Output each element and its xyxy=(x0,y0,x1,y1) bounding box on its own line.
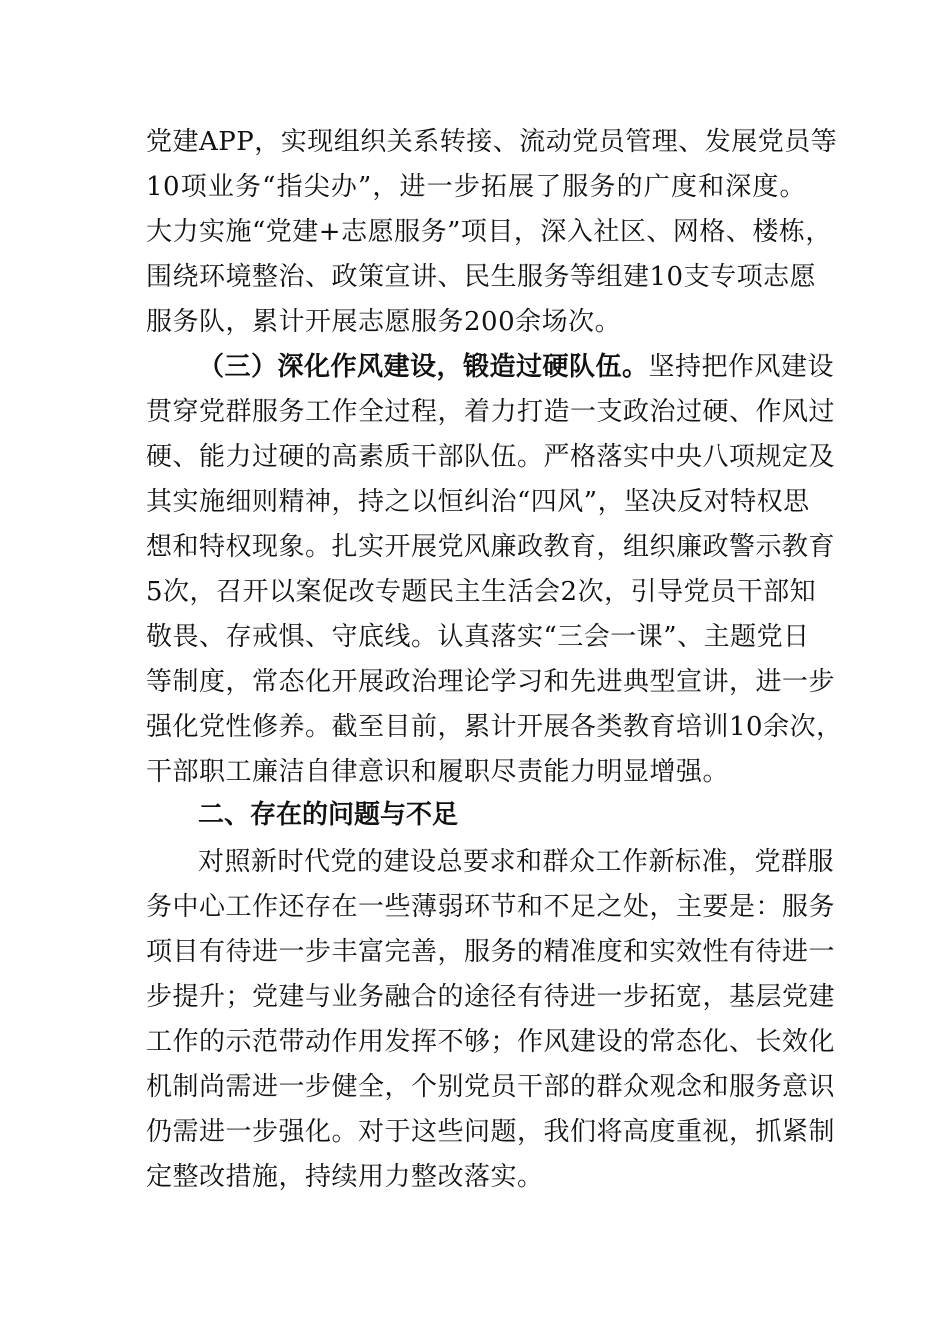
text-line: 仍需进一步强化。对于这些问题，我们将高度重视，抓紧制 xyxy=(146,1117,836,1147)
section-heading: 二、存在的问题与不足 xyxy=(198,800,459,830)
text-line: 项目有待进一步丰富完善，服务的精准度和实效性有待进一 xyxy=(146,937,836,967)
text-line: 硬、能力过硬的高素质干部队伍。严格落实中央八项规定及 xyxy=(146,442,836,472)
text-line: 想和特权现象。扎实开展党风廉政教育，组织廉政警示教育 xyxy=(146,532,836,562)
text-line: 敬畏、存戒惧、守底线。认真落实“三会一课”、主题党日 xyxy=(146,622,810,652)
text-line: 围绕环境整治、政策宣讲、民生服务等组建10支专项志愿 xyxy=(146,262,817,292)
text-line: 定整改措施，持续用力整改落实。 xyxy=(146,1162,544,1192)
text-line: 干部职工廉洁自律意识和履职尽责能力明显增强。 xyxy=(146,757,730,787)
paragraph-first-line xyxy=(198,349,835,385)
text-line: 贯穿党群服务工作全过程，着力打造一支政治过硬、作风过 xyxy=(146,397,836,427)
text-line: 服务队，累计开展志愿服务200余场次。 xyxy=(146,307,622,337)
paragraph-lead-rest: 坚持把作风建设 xyxy=(648,352,835,382)
text-line: 党建APP，实现组织关系转接、流动党员管理、发展党员等 xyxy=(146,127,838,157)
text-line: 大力实施“党建+志愿服务”项目，深入社区、网格、楼栋， xyxy=(146,217,832,247)
text-line: 10项业务“指尖办”，进一步拓展了服务的广度和深度。 xyxy=(146,172,806,202)
text-line: 5次，召开以案促改专题民主生活会2次，引导党员干部知 xyxy=(146,577,817,607)
text-line: 强化党性修养。截至目前，累计开展各类教育培训10余次， xyxy=(146,712,843,742)
text-line: 机制尚需进一步健全，个别党员干部的群众观念和服务意识 xyxy=(146,1072,836,1102)
paragraph-lead-heading: （三）深化作风建设，锻造过硬队伍。 xyxy=(198,352,649,382)
text-line: 其实施细则精神，持之以恒纠治“四风”，坚决反对特权思 xyxy=(146,487,810,517)
text-line: 务中心工作还存在一些薄弱环节和不足之处，主要是：服务 xyxy=(146,892,836,922)
text-line: 步提升；党建与业务融合的途径有待进一步拓宽，基层党建 xyxy=(146,982,836,1012)
text-line: 对照新时代党的建设总要求和群众工作新标准，党群服 xyxy=(198,847,835,877)
text-line: 工作的示范带动作用发挥不够；作风建设的常态化、长效化 xyxy=(146,1027,836,1057)
text-line: 等制度，常态化开展政治理论学习和先进典型宣讲，进一步 xyxy=(146,667,836,697)
